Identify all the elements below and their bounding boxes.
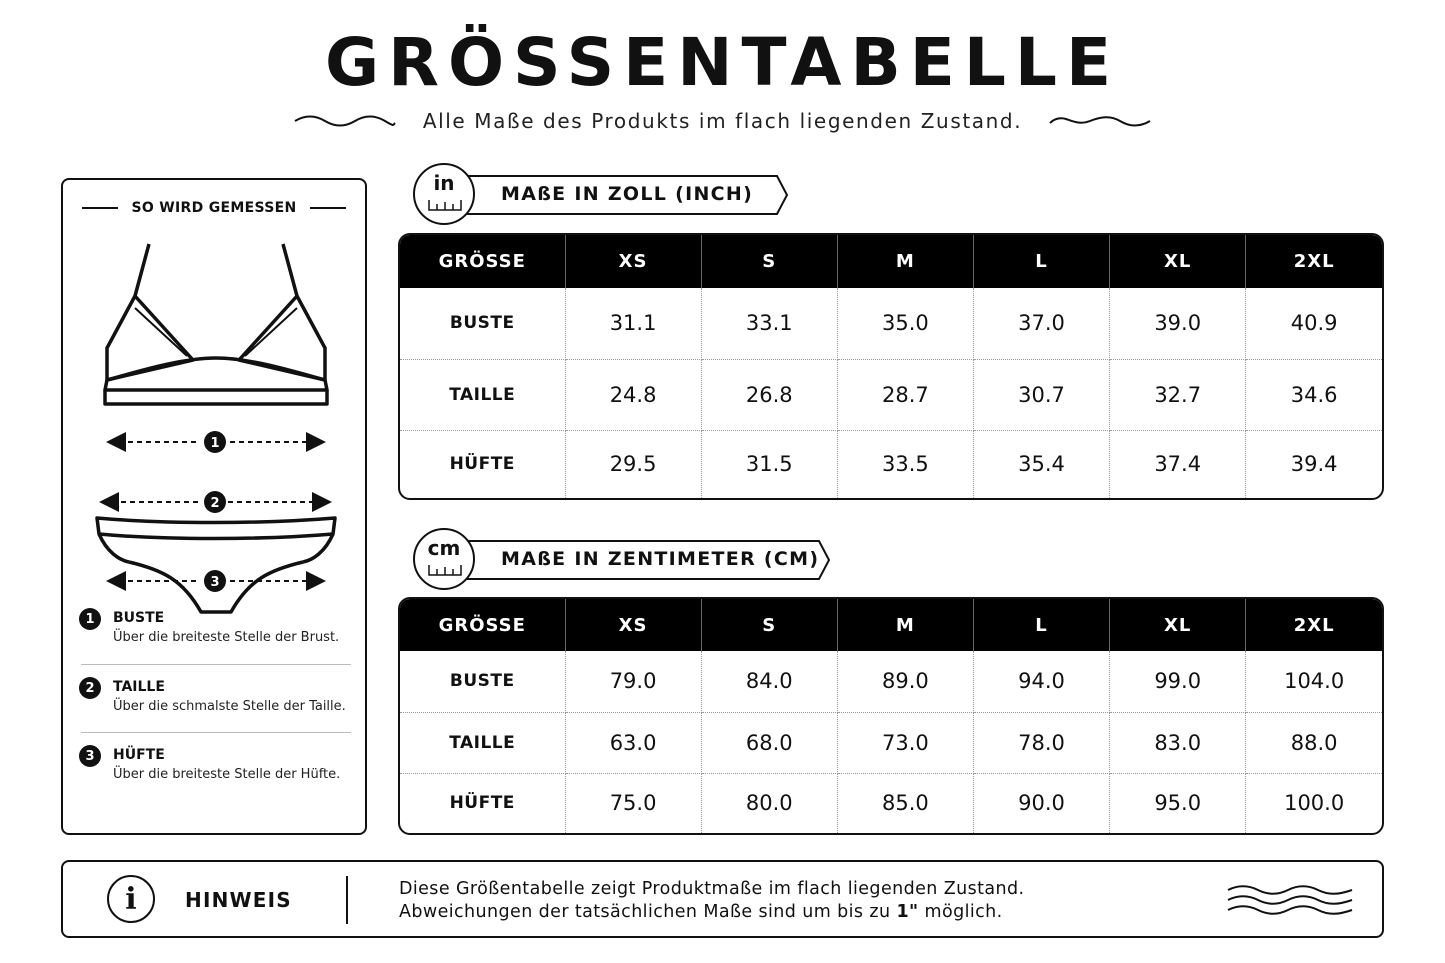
legend-desc: Über die breiteste Stelle der Hüfte. bbox=[113, 767, 341, 782]
info-icon: i bbox=[107, 875, 155, 923]
column-header: GRÖSSE bbox=[400, 235, 565, 288]
table-cell: 26.8 bbox=[701, 359, 837, 430]
table-cell: 104.0 bbox=[1246, 651, 1382, 712]
table-cell: 88.0 bbox=[1246, 712, 1382, 773]
wave-right-icon bbox=[1048, 114, 1152, 128]
table-cell: 78.0 bbox=[973, 712, 1109, 773]
table-cell: 33.5 bbox=[837, 430, 973, 498]
column-header: S bbox=[701, 235, 837, 288]
table-row bbox=[400, 359, 1382, 430]
legend-desc: Über die schmalste Stelle der Taille. bbox=[113, 699, 346, 714]
cm-table bbox=[398, 597, 1384, 835]
column-header: GRÖSSE bbox=[400, 599, 565, 651]
unit-badge bbox=[413, 163, 475, 225]
divider bbox=[81, 664, 351, 665]
note-line-2-end: möglich. bbox=[918, 902, 1003, 922]
table-cell: 31.1 bbox=[565, 288, 701, 359]
table-row bbox=[400, 651, 1382, 712]
row-header: TAILLE bbox=[400, 359, 565, 430]
unit-label: cm bbox=[427, 536, 461, 560]
table-cell: 37.0 bbox=[973, 288, 1109, 359]
inch-table bbox=[398, 233, 1384, 500]
table-cell: 99.0 bbox=[1110, 651, 1246, 712]
table-cell: 28.7 bbox=[837, 359, 973, 430]
divider bbox=[81, 732, 351, 733]
column-header: 2XL bbox=[1246, 599, 1382, 651]
row-header: HÜFTE bbox=[400, 773, 565, 833]
ruler-icon bbox=[428, 564, 462, 576]
table-cell: 34.6 bbox=[1246, 359, 1382, 430]
row-header: BUSTE bbox=[400, 288, 565, 359]
ruler-icon bbox=[428, 199, 462, 211]
inch-section-header bbox=[413, 163, 833, 225]
marker-1: 1 bbox=[210, 436, 220, 451]
column-header: S bbox=[701, 599, 837, 651]
wave-decoration-icon bbox=[1226, 884, 1354, 918]
table-cell: 35.4 bbox=[973, 430, 1109, 498]
table-header-row bbox=[400, 235, 1382, 288]
legend-number: 1 bbox=[79, 608, 101, 630]
table-row bbox=[400, 288, 1382, 359]
column-header: M bbox=[837, 235, 973, 288]
column-header: 2XL bbox=[1246, 235, 1382, 288]
table-cell: 75.0 bbox=[565, 773, 701, 833]
table-cell: 35.0 bbox=[837, 288, 973, 359]
column-header: XL bbox=[1110, 235, 1246, 288]
column-header: XS bbox=[565, 235, 701, 288]
table-cell: 94.0 bbox=[973, 651, 1109, 712]
marker-2: 2 bbox=[210, 496, 220, 511]
table-cell: 100.0 bbox=[1284, 791, 1345, 816]
note-line-2-text: Abweichungen der tatsächlichen Maße sind um bis zu bbox=[399, 902, 897, 922]
row-header: TAILLE bbox=[400, 712, 565, 773]
table-cell: 79.0 bbox=[565, 651, 701, 712]
table-cell: 33.1 bbox=[701, 288, 837, 359]
column-header: M bbox=[837, 599, 973, 651]
section-title: MAßE IN ZOLL (INCH) bbox=[501, 183, 754, 205]
subtitle-row bbox=[0, 106, 1445, 136]
column-header: L bbox=[973, 599, 1109, 651]
bikini-bottom-illustration bbox=[97, 518, 335, 612]
table-cell: 32.7 bbox=[1110, 359, 1246, 430]
legend-desc: Über die breiteste Stelle der Brust. bbox=[113, 630, 340, 645]
how-to-measure-panel bbox=[61, 178, 367, 835]
table-row bbox=[400, 712, 1382, 773]
table-cell: 24.8 bbox=[565, 359, 701, 430]
bikini-illustration bbox=[63, 230, 365, 770]
table-cell: 83.0 bbox=[1110, 712, 1246, 773]
column-header: L bbox=[973, 235, 1109, 288]
note-box bbox=[61, 860, 1384, 938]
bikini-top-illustration bbox=[105, 244, 327, 404]
legend-number: 3 bbox=[79, 745, 101, 767]
table-cell: 84.0 bbox=[701, 651, 837, 712]
table-cell: 29.5 bbox=[565, 430, 701, 498]
waist-measure-line bbox=[103, 491, 328, 513]
legend-name: TAILLE bbox=[113, 679, 165, 695]
cm-section-header bbox=[413, 528, 833, 590]
table-cell: 39.4 bbox=[1290, 452, 1338, 477]
section-title: MAßE IN ZENTIMETER (CM) bbox=[501, 548, 820, 570]
note-line-1: Diese Größentabelle zeigt Produktmaße im flach liegenden Zustand. bbox=[399, 879, 1025, 899]
column-header: XL bbox=[1110, 599, 1246, 651]
table-cell: 63.0 bbox=[565, 712, 701, 773]
note-text bbox=[399, 878, 1024, 924]
table-header-row bbox=[400, 599, 1382, 651]
unit-badge bbox=[413, 528, 475, 590]
hip-measure-line bbox=[110, 570, 322, 592]
table-cell: 39.0 bbox=[1110, 288, 1246, 359]
table-cell: 31.5 bbox=[701, 430, 837, 498]
table-cell: 37.4 bbox=[1110, 430, 1246, 498]
page-subtitle: Alle Maße des Produkts im flach liegenden Zustand. bbox=[422, 109, 1023, 133]
legend-name: BUSTE bbox=[113, 610, 165, 626]
marker-3: 3 bbox=[210, 575, 220, 590]
table-row bbox=[400, 773, 1382, 833]
table-cell: 73.0 bbox=[837, 712, 973, 773]
table-cell: 95.0 bbox=[1110, 773, 1246, 833]
page-title: GRÖSSENTABELLE bbox=[324, 24, 1121, 101]
note-line-2-bold: 1" bbox=[896, 902, 919, 922]
divider bbox=[346, 876, 348, 924]
table-cell: 30.7 bbox=[973, 359, 1109, 430]
note-title: HINWEIS bbox=[185, 888, 292, 912]
legend-name: HÜFTE bbox=[113, 747, 165, 763]
legend-number: 2 bbox=[79, 677, 101, 699]
table-cell: 90.0 bbox=[973, 773, 1109, 833]
table-cell: 80.0 bbox=[701, 773, 837, 833]
panel-heading: SO WIRD GEMESSEN bbox=[63, 200, 365, 216]
table-cell: 85.0 bbox=[837, 773, 973, 833]
row-header: HÜFTE bbox=[400, 430, 565, 498]
table-row bbox=[400, 430, 1382, 498]
table-cell: 40.9 bbox=[1246, 288, 1382, 359]
table-cell: 89.0 bbox=[837, 651, 973, 712]
bust-measure-line bbox=[110, 431, 322, 453]
note-line-2 bbox=[399, 901, 1024, 924]
wave-left-icon bbox=[293, 114, 397, 128]
table-cell: 68.0 bbox=[701, 712, 837, 773]
column-header: XS bbox=[565, 599, 701, 651]
row-header: BUSTE bbox=[400, 651, 565, 712]
unit-label: in bbox=[433, 171, 455, 195]
